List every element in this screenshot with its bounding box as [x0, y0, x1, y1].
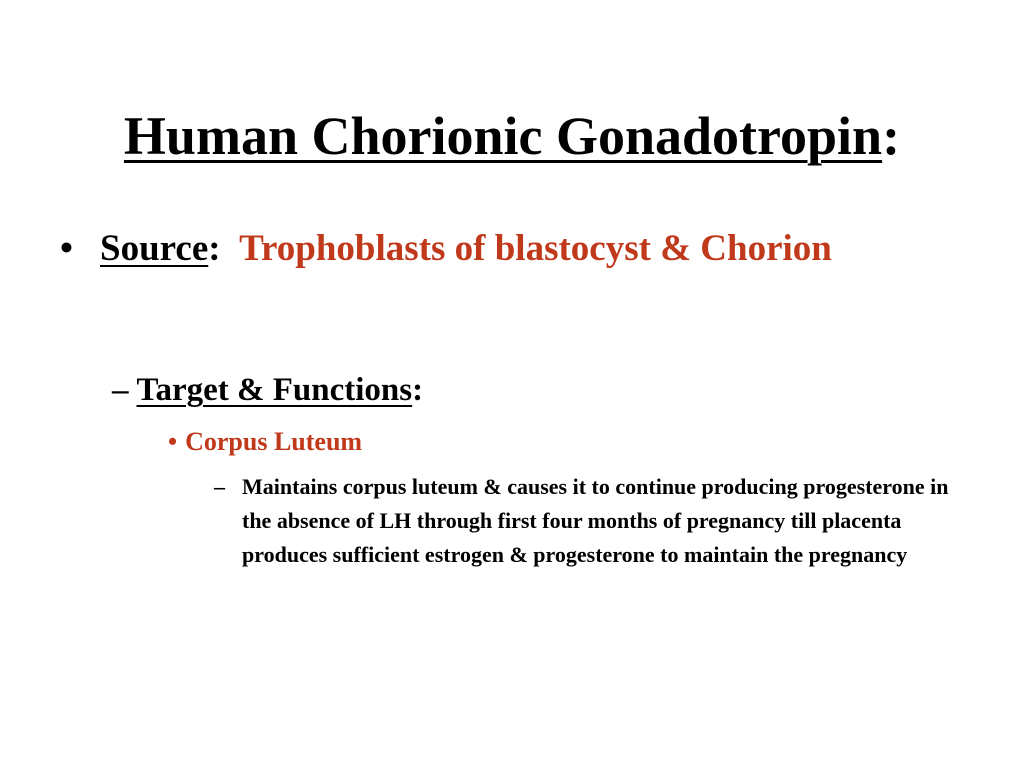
bullet-marker: • — [60, 228, 73, 269]
source-label: Source — [100, 228, 209, 269]
bullet-source-content — [100, 222, 960, 275]
target-label: Target & Functions — [136, 372, 413, 408]
slide-title — [0, 104, 1024, 169]
corpus-label: Corpus Luteum — [185, 427, 363, 456]
dash-marker: – — [214, 474, 225, 499]
slide-title-text: Human Chorionic Gonadotropin — [123, 106, 883, 166]
bullet-target — [112, 368, 423, 412]
bullet-source — [60, 222, 960, 275]
target-colon: : — [412, 372, 424, 408]
bullet-detail — [214, 470, 974, 572]
dash-marker: – — [112, 372, 129, 408]
slide-title-colon: : — [882, 106, 901, 166]
source-value: Trophoblasts of blastocyst & Chorion — [239, 228, 832, 269]
bullet-corpus-luteum — [168, 424, 362, 460]
source-colon: : — [208, 228, 221, 269]
bullet-marker: • — [168, 427, 178, 456]
detail-text: Maintains corpus luteum & causes it to continue producing progesterone in the absence of LH through first four months of pregnancy till placenta produces sufficient estrogen & progesterone to maintain the pregnancy — [242, 474, 949, 567]
